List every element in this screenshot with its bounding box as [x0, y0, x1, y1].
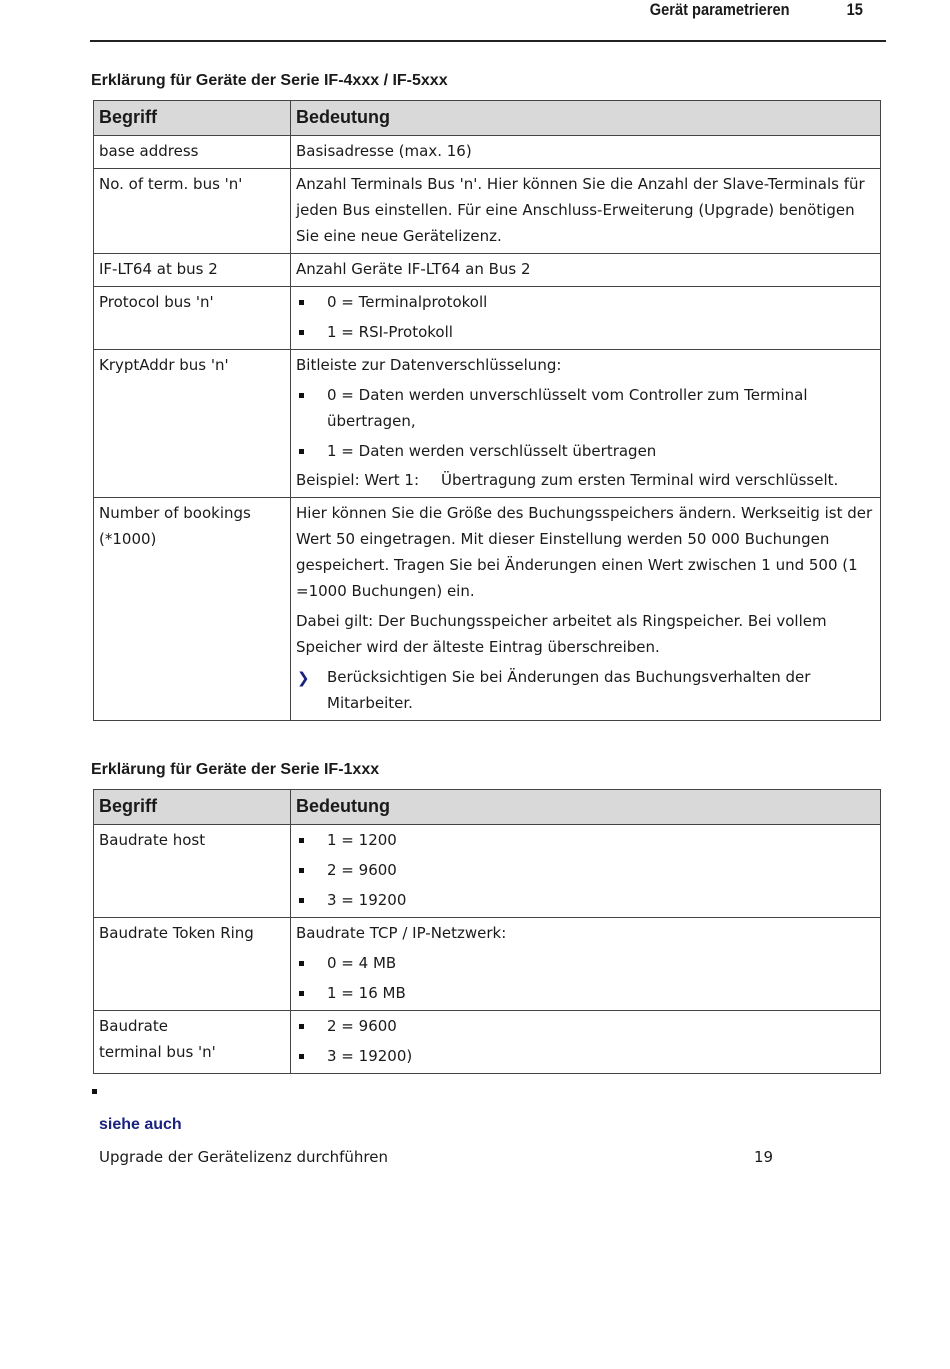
- square-bullet-icon: [299, 449, 304, 454]
- table-row: [94, 825, 881, 918]
- cell-intro-text: Bitleiste zur Datenverschlüsselung:: [296, 356, 562, 374]
- term-cell: Number of bookings (*1000): [94, 498, 291, 721]
- column-header-meaning: Bedeutung: [291, 790, 881, 825]
- meaning-cell: [291, 825, 881, 918]
- table-header-row: [94, 790, 881, 825]
- list-item: [296, 1043, 875, 1069]
- square-bullet-icon: [299, 898, 304, 903]
- table-row: [94, 918, 881, 1011]
- table-row: [94, 169, 881, 254]
- list-item-text: 1 = RSI-Protokoll: [327, 323, 453, 341]
- list-item: [296, 887, 875, 913]
- page-header: [90, 0, 886, 42]
- meaning-cell: Anzahl Geräte IF-LT64 an Bus 2: [291, 254, 881, 287]
- note-text: Berücksichtigen Sie bei Änderungen das Buchungsverhalten der Mitarbeiter.: [327, 668, 811, 712]
- bullet-list: [296, 827, 875, 913]
- term-cell: base address: [94, 136, 291, 169]
- list-item: [296, 382, 875, 434]
- meaning-cell: [291, 1011, 881, 1074]
- bullet-list: [296, 1013, 875, 1069]
- square-bullet-icon: [299, 961, 304, 966]
- chapter-title: Gerät parametrieren: [650, 0, 790, 19]
- list-item: [296, 438, 875, 464]
- table-row: [94, 350, 881, 498]
- list-item-text: 1 = Daten werden verschlüsselt übertragen: [327, 442, 657, 460]
- example-text: Übertragung zum ersten Terminal wird verschlüsselt.: [441, 471, 839, 489]
- list-item: [296, 950, 875, 976]
- square-bullet-icon: [299, 1054, 304, 1059]
- example-label: Beispiel: Wert 1:: [296, 471, 420, 489]
- table-row: [94, 1011, 881, 1074]
- list-item-text: 0 = Daten werden unverschlüsselt vom Controller zum Terminal übertragen,: [327, 386, 808, 430]
- table-row: [94, 498, 881, 721]
- definition-table-if4-if5: [93, 100, 881, 721]
- list-item-text: 2 = 9600: [327, 1017, 397, 1035]
- term-cell: Protocol bus 'n': [94, 287, 291, 350]
- cell-paragraph: Hier können Sie die Größe des Buchungsspeichers ändern. Werkseitig ist der Wert 50 eingetragen. Mit dieser Einstellung werden 50 000 Buchungen gespeichert. Tragen Sie bei Änderungen einen Wert zwischen 1 und 500 (1 =1000 Buchungen) ein.: [296, 504, 873, 600]
- square-bullet-icon: [299, 991, 304, 996]
- definition-table-if1: [93, 789, 881, 1074]
- list-item-text: 1 = 1200: [327, 831, 397, 849]
- bullet-list: [296, 382, 875, 464]
- list-item: [296, 289, 875, 315]
- page-number: 15: [846, 0, 863, 19]
- table-row: [94, 136, 881, 169]
- see-also-heading: siehe auch: [99, 1116, 182, 1133]
- list-item-text: 2 = 9600: [327, 861, 397, 879]
- column-header-term: Begriff: [94, 790, 291, 825]
- term-cell: Baudrate Token Ring: [94, 918, 291, 1011]
- section-title-if1: Erklärung für Geräte der Serie IF-1xxx: [91, 761, 380, 778]
- list-item: [296, 1013, 875, 1039]
- chevron-right-icon: ❯: [297, 669, 310, 687]
- term-cell: No. of term. bus 'n': [94, 169, 291, 254]
- bullet-list: [296, 289, 875, 345]
- meaning-cell: [291, 498, 881, 721]
- meaning-cell: Basisadresse (max. 16): [291, 136, 881, 169]
- list-item-text: 0 = Terminalprotokoll: [327, 293, 488, 311]
- list-item-text: 1 = 16 MB: [327, 984, 406, 1002]
- column-header-term: Begriff: [94, 101, 291, 136]
- bullet-list: [296, 950, 875, 1006]
- square-bullet-icon: [299, 393, 304, 398]
- term-cell: KryptAddr bus 'n': [94, 350, 291, 498]
- column-header-meaning: Bedeutung: [291, 101, 881, 136]
- cell-paragraph: Dabei gilt: Der Buchungsspeicher arbeitet als Ringspeicher. Bei vollem Speicher wird der älteste Eintrag überschreiben.: [296, 612, 827, 656]
- term-line: terminal bus 'n': [99, 1043, 216, 1061]
- section-title-if4-if5: Erklärung für Geräte der Serie IF-4xxx / IF-5xxx: [91, 72, 448, 89]
- list-item: [296, 827, 875, 853]
- example-line: [296, 467, 875, 493]
- meaning-cell: [291, 287, 881, 350]
- square-bullet-icon: [299, 868, 304, 873]
- square-bullet-icon: [299, 838, 304, 843]
- cell-intro-text: Baudrate TCP / IP-Netzwerk:: [296, 924, 507, 942]
- list-item-text: 3 = 19200): [327, 1047, 413, 1065]
- list-item: [296, 857, 875, 883]
- square-bullet-icon: [299, 1024, 304, 1029]
- term-line: Baudrate: [99, 1017, 168, 1035]
- meaning-cell: [291, 918, 881, 1011]
- list-item: [296, 980, 875, 1006]
- term-cell: [94, 1011, 291, 1074]
- stray-square-bullet-icon: [92, 1089, 97, 1094]
- term-cell: Baudrate host: [94, 825, 291, 918]
- list-item-text: 3 = 19200: [327, 891, 407, 909]
- list-item-text: 0 = 4 MB: [327, 954, 397, 972]
- see-also-link[interactable]: Upgrade der Gerätelizenz durchführen: [99, 1148, 388, 1166]
- list-item: [296, 319, 875, 345]
- table-row: [94, 254, 881, 287]
- term-cell: IF-LT64 at bus 2: [94, 254, 291, 287]
- square-bullet-icon: [299, 300, 304, 305]
- see-also-page-number: 19: [754, 1148, 774, 1166]
- table-row: [94, 287, 881, 350]
- meaning-cell: [291, 350, 881, 498]
- note-item: [296, 664, 875, 716]
- meaning-cell: Anzahl Terminals Bus 'n'. Hier können Sie die Anzahl der Slave-Terminals für jeden Bus einstellen. Für eine Anschluss-Erweiterung (Upgrade) benötigen Sie eine neue Gerätelizenz.: [291, 169, 881, 254]
- square-bullet-icon: [299, 330, 304, 335]
- table-header-row: [94, 101, 881, 136]
